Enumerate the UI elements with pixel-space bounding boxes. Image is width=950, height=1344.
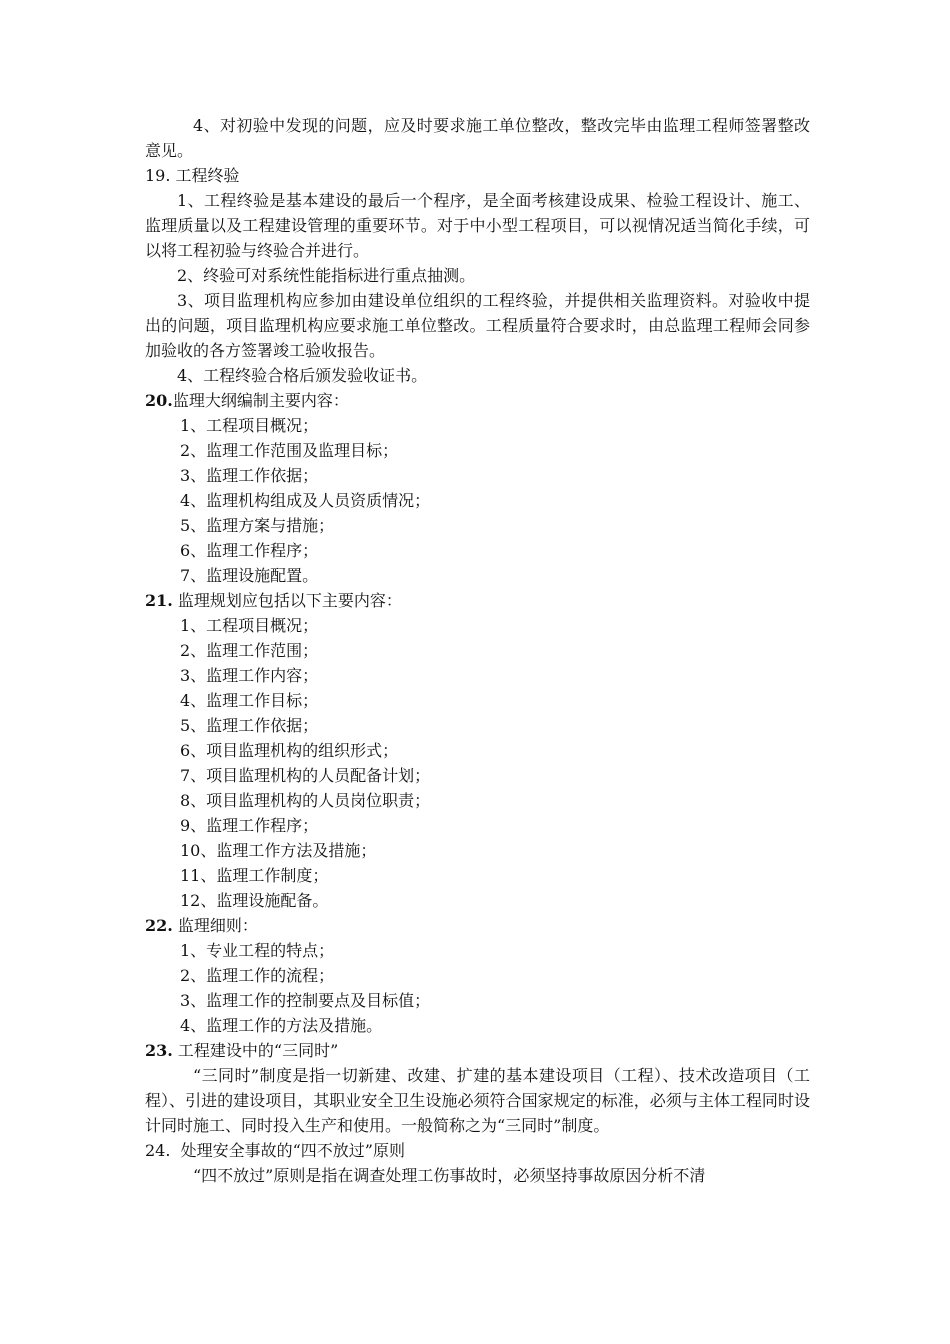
list-item: 6、项目监理机构的组织形式； [180, 741, 399, 760]
list-item: 4、监理工作的方法及措施。 [180, 1016, 383, 1035]
section-title-21: 监理规划应包括以下主要内容： [172, 591, 402, 610]
list-item: 7、监理设施配置。 [180, 566, 319, 585]
list-item: 3、监理工作依据； [180, 466, 319, 485]
list-item: 11、监理工作制度； [180, 866, 329, 885]
section-title-22: 监理细则： [172, 916, 258, 935]
section-title-23: 工程建设中的“三同时” [172, 1041, 339, 1060]
list-item: 8、项目监理机构的人员岗位职责； [180, 791, 431, 810]
paragraph-final-inspection-3: 3、项目监理机构应参加由建设单位组织的工程终验，并提供相关监理资料。对验收中提出的问题，项目监理机构应要求施工单位整改。工程质量符合要求时，由总监理工程师会同参加验收的各方签署竣工验收报告。 [145, 291, 810, 360]
section-number-20: 20. [145, 391, 173, 410]
list-item: 6、监理工作程序； [180, 541, 319, 560]
section-heading-20 [145, 388, 810, 413]
section-title-20: 监理大纲编制主要内容： [172, 391, 349, 410]
list-item: 1、工程项目概况； [180, 416, 319, 435]
list-item: 2、监理工作范围； [180, 641, 319, 660]
list-item: 7、项目监理机构的人员配备计划； [180, 766, 431, 785]
paragraph-initial-inspection-4: 4、对初验中发现的问题，应及时要求施工单位整改，整改完毕由监理工程师签署整改意见。 [145, 116, 810, 160]
list-item: 2、监理工作范围及监理目标； [180, 441, 399, 460]
list-item: 1、工程项目概况； [180, 616, 319, 635]
list-item: 5、监理方案与措施； [180, 516, 335, 535]
list-item: 5、监理工作依据； [180, 716, 319, 735]
list-item: 1、专业工程的特点； [180, 941, 335, 960]
document-page [145, 113, 810, 1188]
paragraph-final-inspection-1: 1、工程终验是基本建设的最后一个程序，是全面考核建设成果、检验工程设计、施工、监理质量以及工程建设管理的重要环节。对于中小型工程项目，可以视情况适当简化手续，可以将工程初验与终验合并进行。 [145, 191, 810, 260]
list-item: 10、监理工作方法及措施； [180, 841, 377, 860]
list-item: 9、监理工作程序； [180, 816, 319, 835]
section-heading-23 [145, 1038, 810, 1063]
list-plan-contents [145, 613, 810, 913]
section-heading-22 [145, 913, 810, 938]
paragraph-three-simultaneous: “三同时”制度是指一切新建、改建、扩建的基本建设项目（工程）、技术改造项目（工程）、引进的建设项目，其职业安全卫生设施必须符合国家规定的标准，必须与主体工程同时设计同时施工、同时投入生产和使用。一般简称之为“三同时”制度。 [145, 1066, 810, 1135]
section-number-22: 22. [145, 916, 173, 935]
list-item: 3、监理工作内容； [180, 666, 319, 685]
list-item: 12、监理设施配备。 [180, 891, 329, 910]
paragraph-four-no-let-go: “四不放过”原则是指在调查处理工伤事故时，必须坚持事故原因分析不清 [193, 1166, 706, 1185]
section-number-21: 21. [145, 591, 173, 610]
section-number-23: 23. [145, 1041, 173, 1060]
section-heading-19: 19. 工程终验 [145, 166, 240, 185]
list-item: 2、监理工作的流程； [180, 966, 335, 985]
section-heading-21 [145, 588, 810, 613]
list-item: 4、监理工作目标； [180, 691, 319, 710]
paragraph-final-inspection-4: 4、工程终验合格后颁发验收证书。 [177, 366, 428, 385]
list-item: 4、监理机构组成及人员资质情况； [180, 491, 431, 510]
list-outline-contents [145, 413, 810, 588]
section-heading-24: 24. 处理安全事故的“四不放过”原则 [145, 1141, 405, 1160]
paragraph-final-inspection-2: 2、终验可对系统性能指标进行重点抽测。 [177, 266, 476, 285]
list-item: 3、监理工作的控制要点及目标值； [180, 991, 431, 1010]
list-detail-contents [145, 938, 810, 1038]
